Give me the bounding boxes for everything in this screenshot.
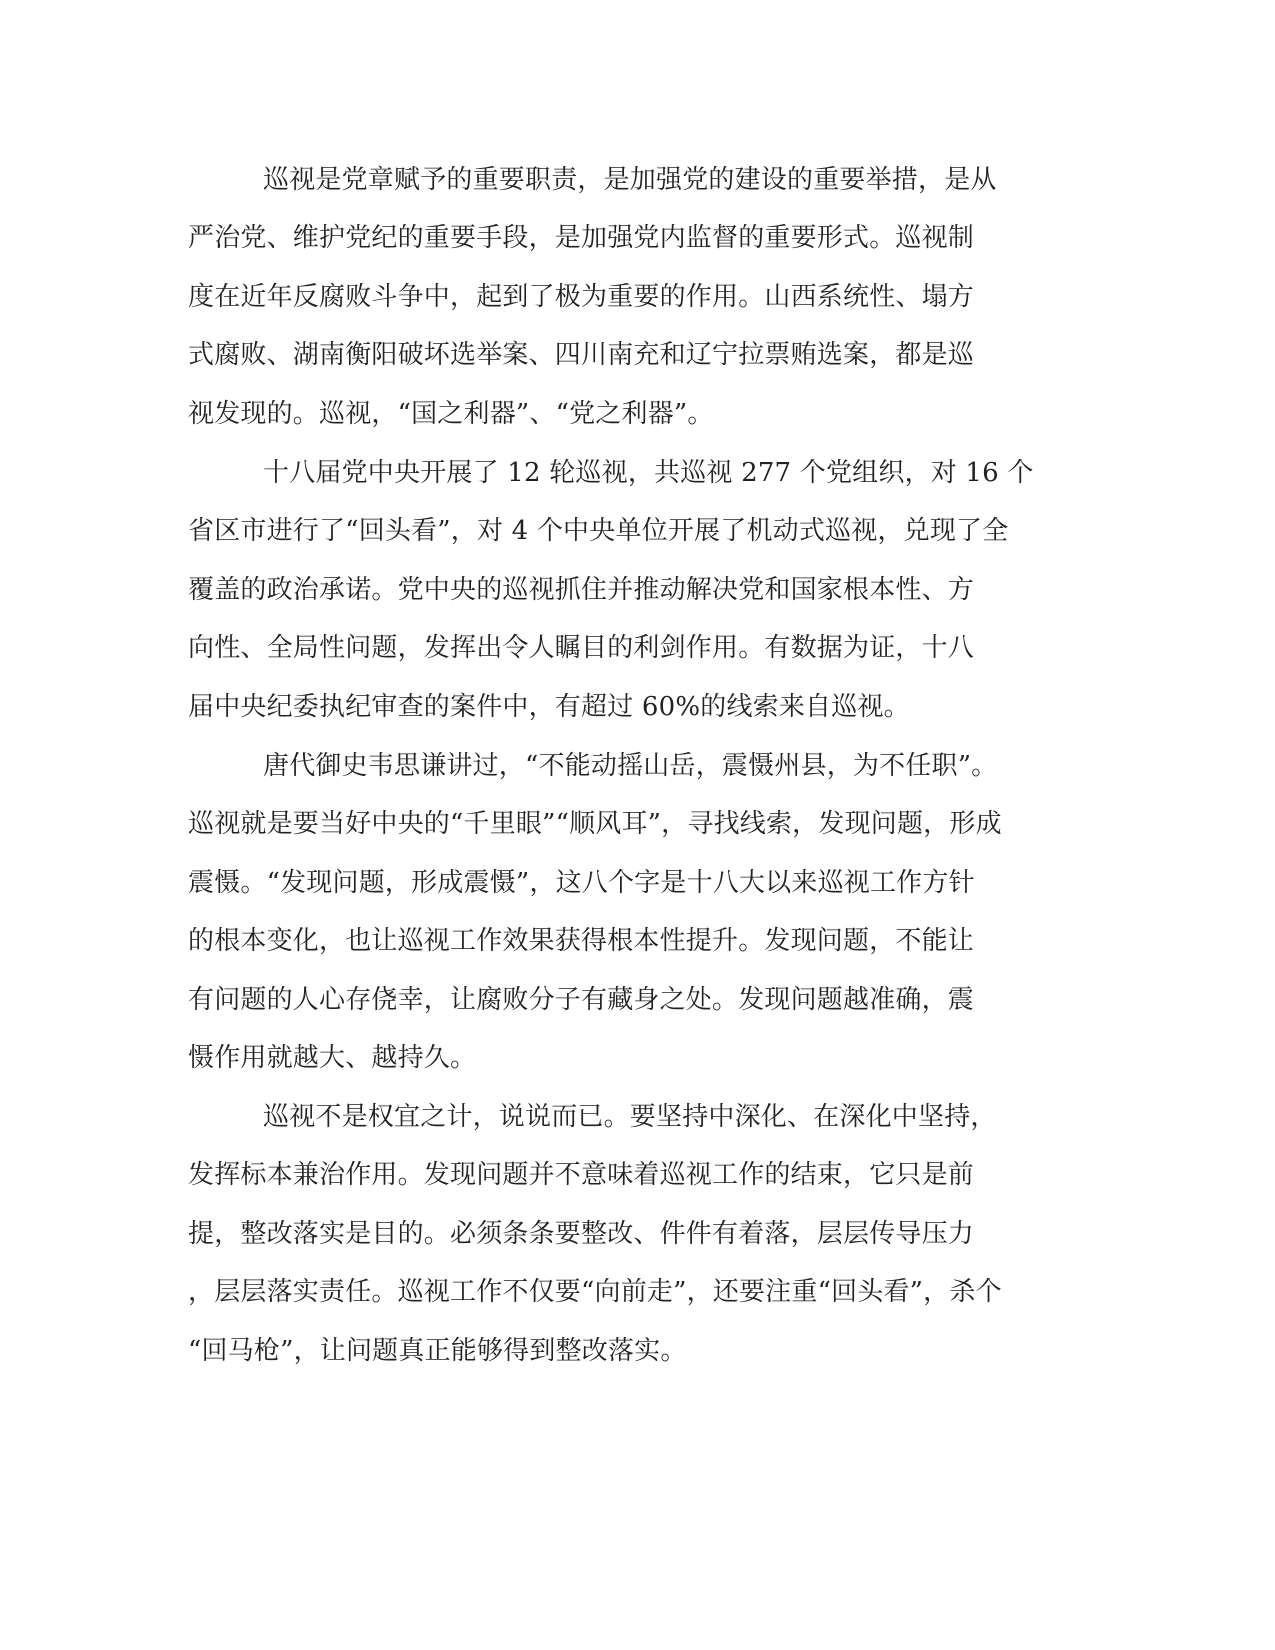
paragraph-3-line-4: 的根本变化，也让巡视工作效果获得根本性提升。发现问题，不能让: [188, 926, 975, 956]
paragraph-2-line-2: 省区市进行了“回头看”，对 4 个中央单位开展了机动式巡视，兑现了全: [188, 516, 1009, 546]
paragraph-1-line-4: 式腐败、湖南衡阳破坏选举案、四川南充和辽宁拉票贿选案，都是巡: [188, 340, 975, 370]
paragraph-3-line-5: 有问题的人心存侥幸，让腐败分子有藏身之处。发现问题越准确，震: [188, 985, 975, 1015]
paragraph-3-line-2: 巡视就是要当好中央的“千里眼”“顺风耳”，寻找线索，发现问题，形成: [188, 809, 1002, 839]
paragraph-4-line-3: 提，整改落实是目的。必须条条要整改、件件有着落，层层传导压力: [188, 1219, 975, 1249]
paragraph-4-line-1: 巡视不是权宜之计，说说而已。要坚持中深化、在深化中坚持，: [263, 1102, 997, 1132]
paragraph-1-line-3: 度在近年反腐败斗争中，起到了极为重要的作用。山西系统性、塌方: [188, 282, 975, 312]
paragraph-4-line-5: “回马枪”，让问题真正能够得到整改落实。: [188, 1336, 687, 1366]
paragraph-3-line-3: 震慑。“发现问题，形成震慑”，这八个字是十八大以来巡视工作方针: [188, 868, 975, 898]
paragraph-1-line-5: 视发现的。巡视，“国之利器”、“党之利器”。: [188, 399, 714, 429]
paragraph-3-line-6: 慑作用就越大、越持久。: [188, 1043, 477, 1073]
paragraph-2-line-1: 十八届党中央开展了 12 轮巡视，共巡视 277 个党组织，对 16 个: [263, 458, 1034, 488]
paragraph-4-line-2: 发挥标本兼治作用。发现问题并不意味着巡视工作的结束，它只是前: [188, 1160, 975, 1190]
paragraph-4-line-4: ，层层落实责任。巡视工作不仅要“向前走”，还要注重“回头看”，杀个: [188, 1277, 1002, 1307]
paragraph-3-line-1: 唐代御史韦思谦讲过，“不能动摇山岳，震慑州县，为不任职”。: [263, 751, 998, 781]
paragraph-2-line-4: 向性、全局性问题，发挥出令人瞩目的利剑作用。有数据为证，十八: [188, 633, 975, 663]
paragraph-2-line-3: 覆盖的政治承诺。党中央的巡视抓住并推动解决党和国家根本性、方: [188, 575, 975, 605]
paragraph-1-line-2: 严治党、维护党纪的重要手段，是加强党内监督的重要形式。巡视制: [188, 223, 975, 253]
paragraph-2-line-5: 届中央纪委执纪审查的案件中，有超过 60%的线索来自巡视。: [188, 692, 910, 722]
paragraph-1-line-1: 巡视是党章赋予的重要职责，是加强党的建设的重要举措，是从: [263, 165, 997, 195]
